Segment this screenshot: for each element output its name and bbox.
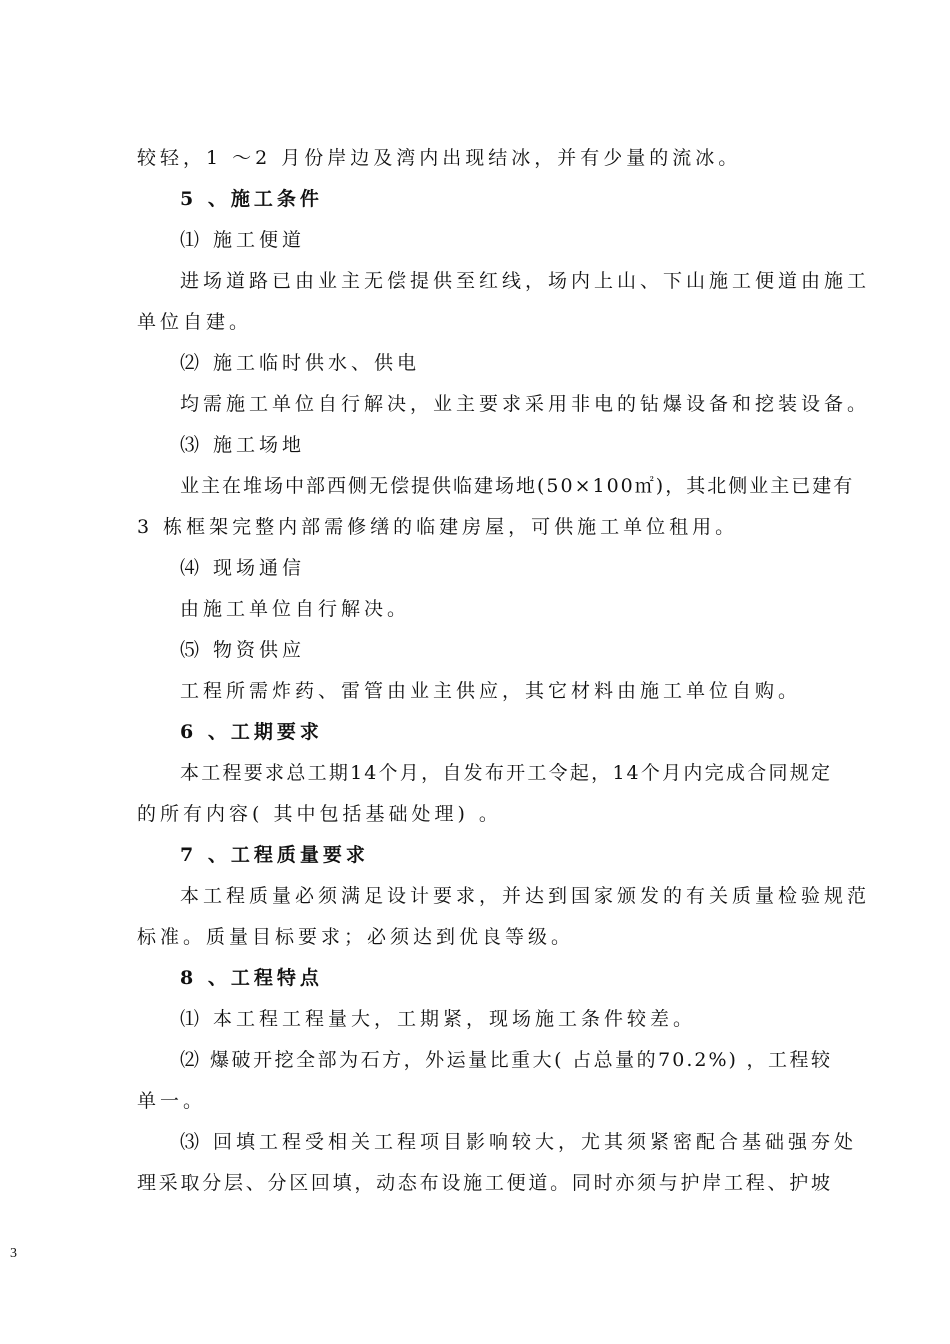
subheading-item-1: ⑴ 施工便道 — [180, 229, 306, 251]
paragraph-line: 业主在堆场中部西侧无偿提供临建场地(50×100㎡)，其北侧业主已建有 — [180, 475, 855, 497]
subheading-item-5: ⑸ 物资供应 — [180, 639, 306, 661]
feature-item-1: ⑴ 本工程工程量大，工期紧，现场施工条件较差。 — [180, 1008, 697, 1030]
paragraph-line: 较轻，1 ～2 月份岸边及湾内出现结冰，并有少量的流冰。 — [137, 147, 742, 169]
feature-item-3: ⑶ 回填工程受相关工程项目影响较大，尤其须紧密配合基础强夯处 — [180, 1131, 858, 1153]
paragraph-line: 由施工单位自行解决。 — [180, 598, 411, 620]
subheading-item-3: ⑶ 施工场地 — [180, 434, 306, 456]
paragraph-line: 本工程质量必须满足设计要求，并达到国家颁发的有关质量检验规范 — [180, 885, 871, 907]
paragraph-line: 工程所需炸药、雷管由业主供应，其它材料由施工单位自购。 — [180, 680, 802, 702]
paragraph-line: 的所有内容( 其中包括基础处理) 。 — [137, 803, 502, 825]
section-heading-7: 7 、工程质量要求 — [180, 844, 369, 866]
page-number: 3 — [10, 1246, 17, 1261]
subheading-item-4: ⑷ 现场通信 — [180, 557, 306, 579]
paragraph-line: 均需施工单位自行解决，业主要求采用非电的钻爆设备和挖装设备。 — [180, 393, 871, 415]
subheading-item-2: ⑵ 施工临时供水、供电 — [180, 352, 421, 374]
paragraph-line: 3 栋框架完整内部需修缮的临建房屋，可供施工单位租用。 — [137, 516, 739, 538]
feature-item-2: ⑵ 爆破开挖全部为石方，外运量比重大( 占总量的70.2%) ，工程较 — [180, 1049, 832, 1071]
paragraph-line: 单一。 — [137, 1090, 207, 1112]
paragraph-line: 理采取分层、分区回填，动态布设施工便道。同时亦须与护岸工程、护坡 — [137, 1172, 832, 1194]
paragraph-line: 单位自建。 — [137, 311, 253, 333]
paragraph-line: 本工程要求总工期14个月，自发布开工令起，14个月内完成合同规定 — [180, 762, 832, 784]
paragraph-line: 标准。质量目标要求；必须达到优良等级。 — [137, 926, 575, 948]
section-heading-6: 6 、工期要求 — [180, 721, 323, 743]
section-heading-8: 8 、工程特点 — [180, 967, 323, 989]
section-heading-5: 5 、施工条件 — [180, 188, 323, 210]
paragraph-line: 进场道路已由业主无偿提供至红线，场内上山、下山施工便道由施工 — [180, 270, 871, 292]
